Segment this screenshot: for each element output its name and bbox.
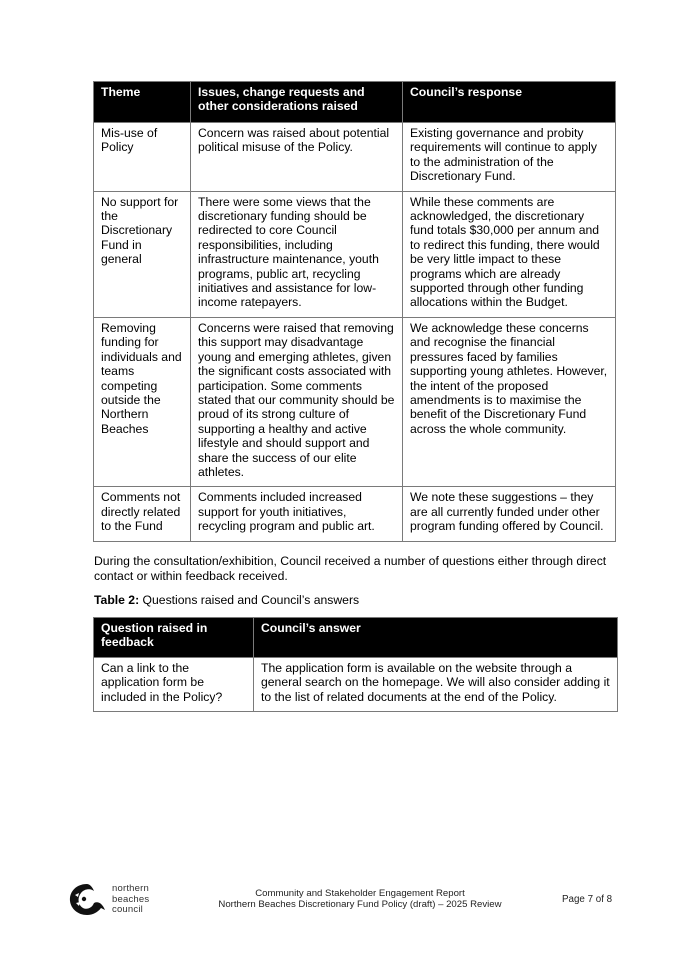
table-row [94,317,616,486]
page-number: Page 7 of 8 [562,894,613,905]
table-row [94,123,616,192]
cell-theme: No support for the Discretionary Fund in general [94,191,191,317]
table-caption [94,593,359,607]
feedback-themes-table [93,81,616,542]
council-logo [67,881,217,919]
header-answer: Council’s answer [254,618,618,658]
footer-title [215,888,505,910]
logo-text [112,884,149,916]
cell-response: Existing governance and probity requirements will continue to apply to the administration of the Discretionary Fund. [403,123,616,192]
footer-title-line1: Community and Stakeholder Engagement Report [255,888,465,899]
logo-line: northern [112,883,149,894]
table-header-row [94,82,616,123]
logo-line: council [112,904,143,915]
cell-theme: Comments not directly related to the Fund [94,487,191,541]
header-question: Question raised in feedback [94,618,254,658]
cell-theme: Removing funding for individuals and teams competing outside the Northern Beaches [94,317,191,486]
logo-line: beaches [112,893,150,905]
cell-answer: The application form is available on the website through a general search on the homepage. We will also consider adding it to the list of related documents at the end of the Policy. [254,658,618,712]
cell-issue: Concern was raised about potential political misuse of the Policy. [191,123,403,192]
cell-theme: Mis-use of Policy [94,123,191,192]
northern-beaches-wave-logo-icon [67,881,107,919]
footer-title-line2: Northern Beaches Discretionary Fund Policy (draft) – 2025 Review [218,899,502,910]
cell-issue: There were some views that the discretionary funding should be redirected to core Council responsibilities, including infrastructure maintenance, youth programs, public art, recycling initiatives and assistance for low-income ratepayers. [191,191,403,317]
table-row [94,658,618,712]
table-header-row [94,618,618,658]
caption-text: Questions raised and Council’s answers [139,593,360,607]
header-issues: Issues, change requests and other considerations raised [191,82,403,123]
body-paragraph: During the consultation/exhibition, Council received a number of questions either through direct contact or within feedback received. [94,554,607,583]
cell-response: We acknowledge these concerns and recognise the financial pressures faced by families supporting young athletes. However, the intent of the proposed amendments is to maximise the benefit of the Discretionary Fund across the whole community. [403,317,616,486]
header-response: Council’s response [403,82,616,123]
cell-response: While these comments are acknowledged, the discretionary fund totals $30,000 per annum and to redirect this funding, there would be very little impact to these programs which are already supported through other funding allocations within the Budget. [403,191,616,317]
cell-issue: Comments included increased support for youth initiatives, recycling program and public art. [191,487,403,541]
caption-label: Table 2: [94,593,140,607]
cell-issue: Concerns were raised that removing this support may disadvantage young and emerging athletes, given the significant costs associated with participation. Some comments stated that our community should be proud of its strong culture of supporting a healthy and active lifestyle and should support and share the success of our elite athletes. [191,317,403,486]
table-row [94,191,616,317]
header-theme: Theme [94,82,191,123]
cell-response: We note these suggestions – they are all currently funded under other program funding offered by Council. [403,487,616,541]
cell-question: Can a link to the application form be included in the Policy? [94,658,254,712]
table-row [94,487,616,541]
questions-table [93,617,618,712]
